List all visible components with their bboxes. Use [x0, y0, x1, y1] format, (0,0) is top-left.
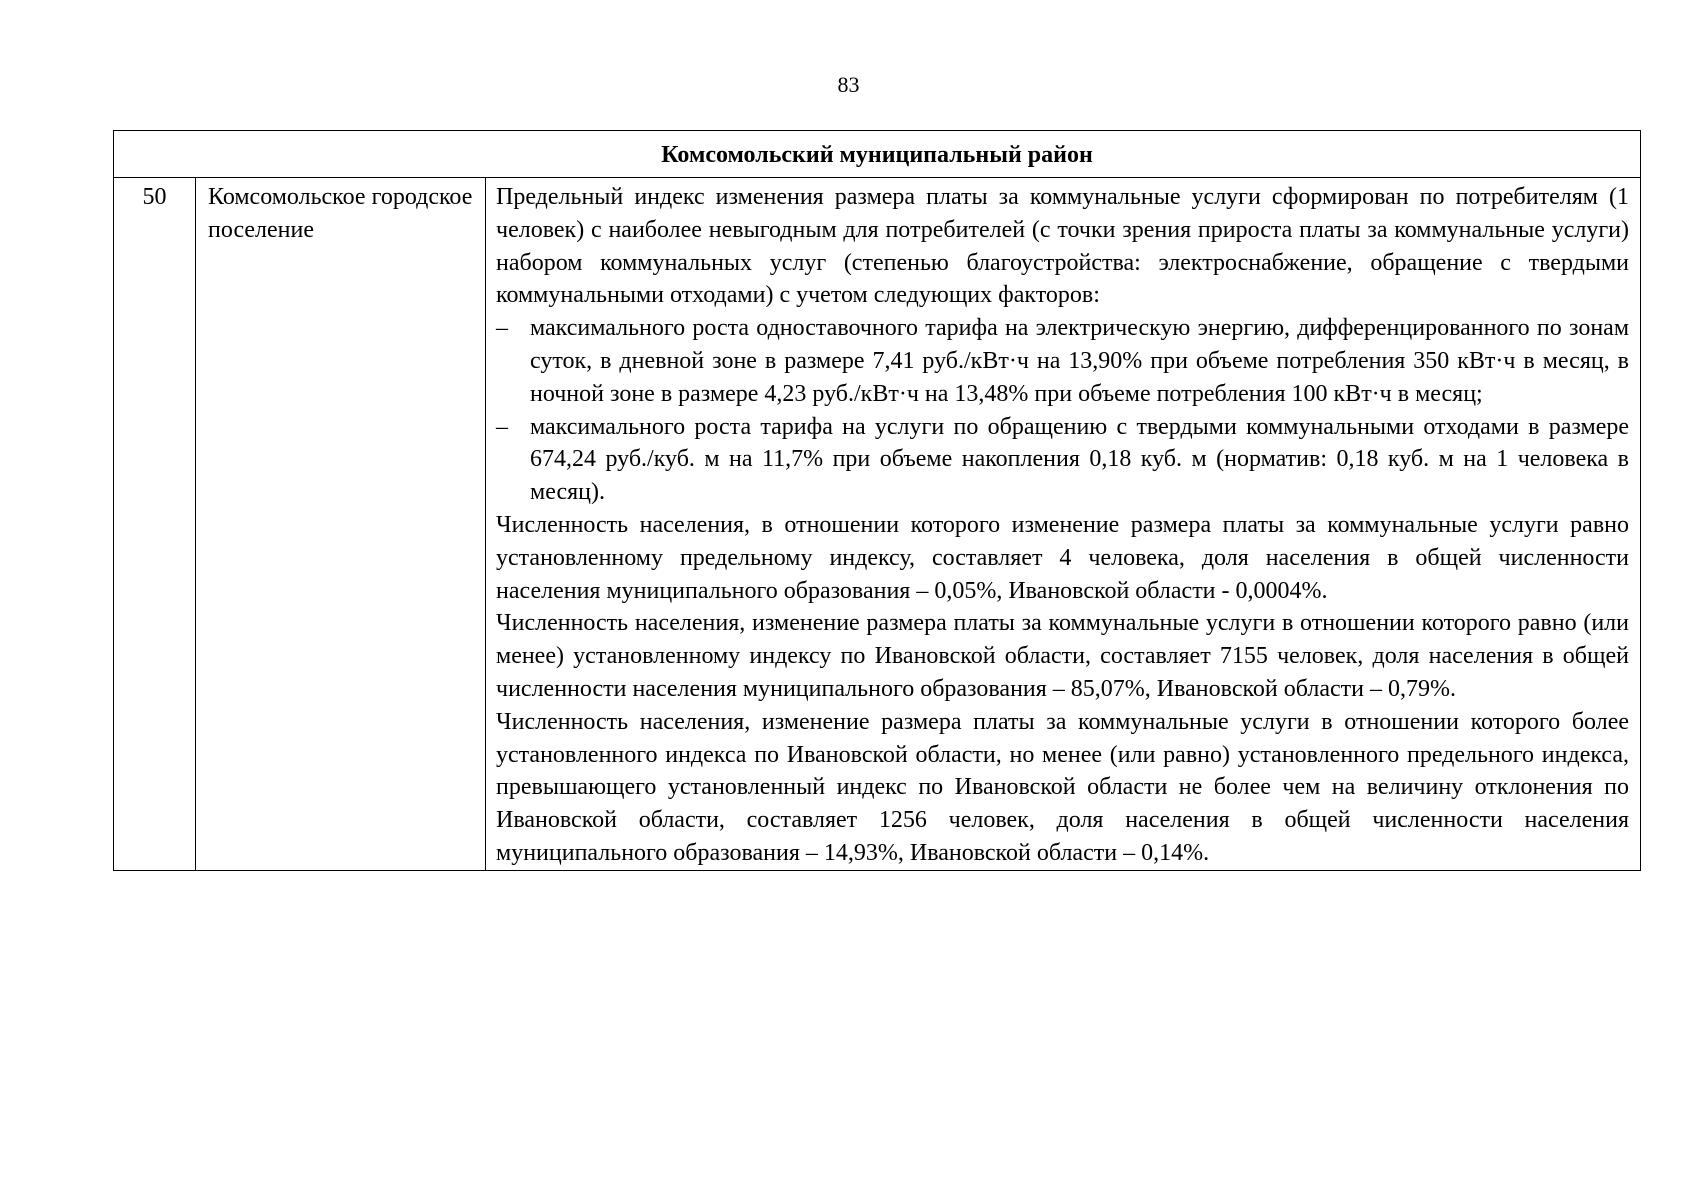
factor-item — [496, 312, 1629, 410]
dash-marker: – — [496, 315, 508, 342]
population-above-index-paragraph: Численность населения, изменение размера платы за коммунальные услуги в отношении которого более установленного индекса по Ивановской области, но менее (или равно) установленного предельного индекса, превышающего установленный индекс по Ивановской области не более чем на величину отклонения по Ивановской области, составляет 1256 человек, доля населения в общей численности населения муниципального образования – 14,93%, Ивановской области – 0,14%. — [496, 708, 1629, 866]
table-row — [114, 178, 1641, 871]
factor-item — [496, 411, 1629, 509]
factor-text-waste: максимального роста тарифа на услуги по обращению с твердыми коммунальными отходами в размере 674,24 руб./куб. м на 11,7% при объеме накопления 0,18 куб. м (норматив: 0,18 куб. м на 1 человека в месяц). — [530, 413, 1629, 506]
intro-paragraph: Предельный индекс изменения размера платы за коммунальные услуги сформирован по потребителям (1 человек) с наиболее невыгодным для потребителей (с точки зрения прироста платы за коммунальные услуги) набором коммунальных услуг (степенью благоустройства: электроснабжение, обращение с твердыми коммунальными отходами) с учетом следующих факторов: — [496, 184, 1629, 309]
factor-text-electricity: максимального роста одноставочного тарифа на электрическую энергию, дифференцированного по зонам суток, в дневной зоне в размере 7,41 руб./кВт·ч на 13,90% при объеме потребления 350 кВт·ч в месяц, в ночной зоне в размере 4,23 руб./кВт·ч на 13,48% при объеме потребления 100 кВт·ч в месяц; — [530, 315, 1629, 407]
dash-marker: – — [496, 413, 508, 440]
region-title: Комсомольский муниципальный район — [114, 131, 1641, 178]
population-equal-limit-paragraph: Численность населения, в отношении которого изменение размера платы за коммунальные услуги равно установленному предельному индексу, составляет 4 человека, доля населения в общей численности населения муниципального образования – 0,05%, Ивановской области - 0,0004%. — [496, 511, 1629, 604]
page-number: 83 — [837, 72, 860, 97]
settlement-name: Комсомольское городское поселение — [196, 178, 486, 871]
description-cell — [486, 178, 1641, 871]
row-number: 50 — [114, 178, 196, 871]
population-below-index-paragraph: Численность населения, изменение размера платы за коммунальные услуги в отношении которого равно (или менее) установленному индексу по Ивановской области, составляет 7155 человек, доля населения в общей численности населения муниципального образования – 85,07%, Ивановской области – 0,79%. — [496, 610, 1629, 702]
tariff-table — [113, 130, 1641, 871]
region-header-row — [114, 131, 1641, 178]
factors-list — [496, 312, 1629, 509]
